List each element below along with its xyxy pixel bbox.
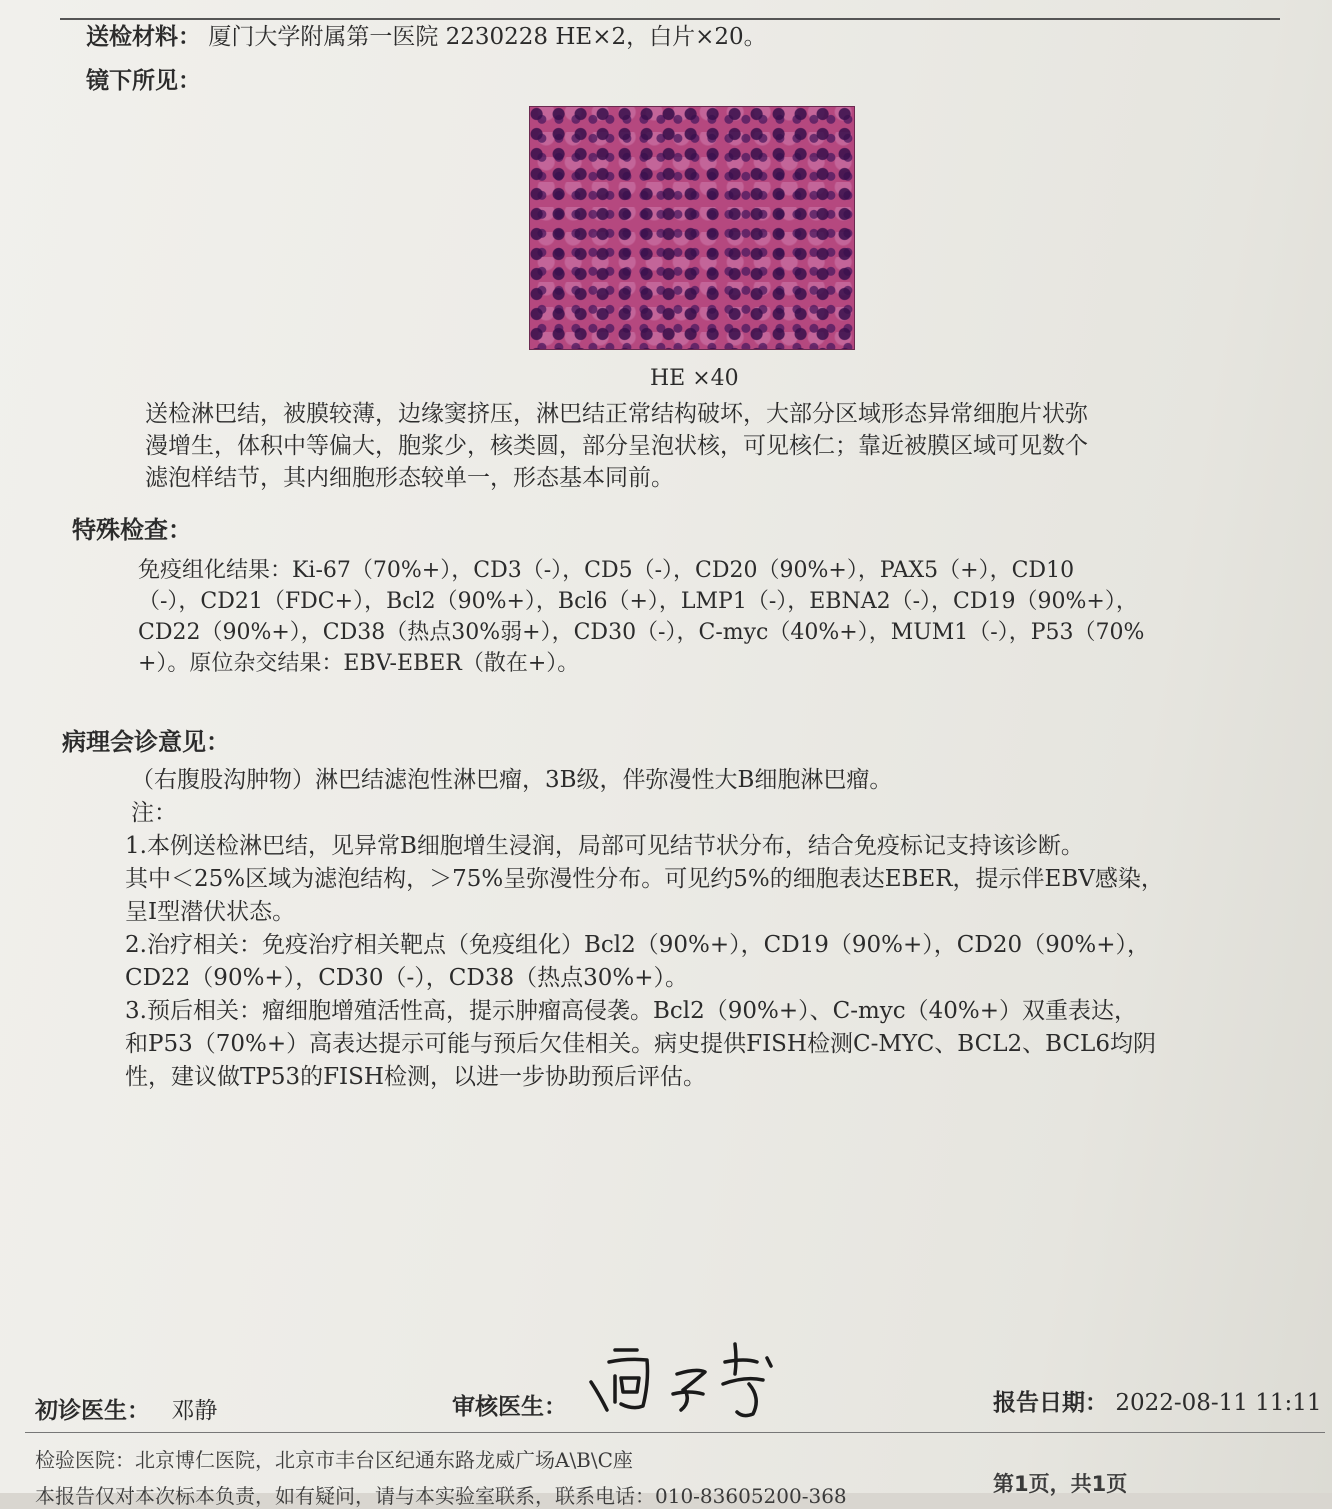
material-label: 送检材料： <box>86 24 201 50</box>
handwritten-signature <box>585 1332 785 1422</box>
material-value: 厦门大学附属第一医院 2230228 HE×2，白片×20。 <box>208 24 767 50</box>
special-text <box>138 555 1144 679</box>
opinion-line: 注： <box>131 800 177 826</box>
opinion-text <box>125 764 1164 1094</box>
review-doctor-label: 审核医生： <box>452 1394 567 1420</box>
report-date <box>993 1388 1322 1418</box>
opinion-line: 性，建议做TP53的FISH检测，以进一步协助预后评估。 <box>125 1064 706 1090</box>
contact-note: 本报告仅对本次标本负责，如有疑问，请与本实验室联系，联系电话：010-83605200-368 <box>35 1484 847 1508</box>
top-divider <box>60 18 1280 20</box>
material-row <box>86 22 767 52</box>
page-number: 第1页，共1页 <box>993 1472 1128 1496</box>
microscopy-line: 送检淋巴结，被膜较薄，边缘窦挤压，淋巴结正常结构破坏，大部分区域形态异常细胞片状弥 <box>145 401 1088 427</box>
microscopy-text <box>145 398 1088 494</box>
micrograph-caption: HE ×40 <box>650 366 739 391</box>
initial-doctor-label: 初诊医生： <box>35 1398 150 1424</box>
opinion-line: 其中＜25%区域为滤泡结构，＞75%呈弥漫性分布。可见约5%的细胞表达EBER，提示伴EBV感染， <box>125 866 1164 892</box>
report-date-label: 报告日期： <box>993 1390 1108 1416</box>
opinion-line: 1.本例送检淋巴结，见异常B细胞增生浸润，局部可见结节状分布，结合免疫标记支持该诊断。 <box>125 833 1084 859</box>
he-micrograph <box>529 106 855 350</box>
opinion-title: 病理会诊意见： <box>62 728 230 756</box>
opinion-line: （右腹股沟肿物）淋巴结滤泡性淋巴瘤，3B级，伴弥漫性大B细胞淋巴瘤。 <box>131 767 893 793</box>
opinion-line: 和P53（70%+）高表达提示可能与预后欠佳相关。病史提供FISH检测C-MYC、BCL2、BCL6均阴 <box>125 1031 1156 1057</box>
report-date-value: 2022-08-11 11:11 <box>1115 1390 1322 1416</box>
micro-label: 镜下所见： <box>86 68 201 94</box>
initial-doctor <box>35 1396 217 1426</box>
special-line: 免疫组化结果：Ki-67（70%+），CD3（-），CD5（-），CD20（90%+），PAX5（+），CD10 <box>138 558 1075 583</box>
initial-doctor-name: 邓静 <box>171 1398 218 1424</box>
special-line: （-），CD21（FDC+），Bcl2（90%+），Bcl6（+），LMP1（-），EBNA2（-），CD19（90%+）， <box>138 589 1138 614</box>
special-line: CD22（90%+），CD38（热点30%弱+），CD30（-），C-myc（40%+），MUM1（-），P53（70% <box>138 620 1145 645</box>
special-title: 特殊检查： <box>72 516 192 544</box>
lab-hospital: 检验医院：北京博仁医院，北京市丰台区纪通东路龙威广场A\B\C座 <box>35 1448 633 1472</box>
microscopy-line: 漫增生，体积中等偏大，胞浆少，核类圆，部分呈泡状核，可见核仁；靠近被膜区域可见数个 <box>145 433 1088 459</box>
microscopy-line: 滤泡样结节，其内细胞形态较单一，形态基本同前。 <box>145 465 674 491</box>
opinion-line: 2.治疗相关：免疫治疗相关靶点（免疫组化）Bcl2（90%+），CD19（90%+），CD20（90%+）， <box>125 932 1151 958</box>
opinion-line: 3.预后相关：瘤细胞增殖活性高，提示肿瘤高侵袭。Bcl2（90%+）、C-myc（40%+）双重表达， <box>125 998 1138 1024</box>
bottom-divider <box>25 1432 1325 1433</box>
special-line: +）。原位杂交结果：EBV-EBER（散在+）。 <box>138 651 580 676</box>
opinion-line: 呈I型潜伏状态。 <box>125 899 296 925</box>
opinion-line: CD22（90%+），CD30（-），CD38（热点30%+）。 <box>125 965 688 991</box>
